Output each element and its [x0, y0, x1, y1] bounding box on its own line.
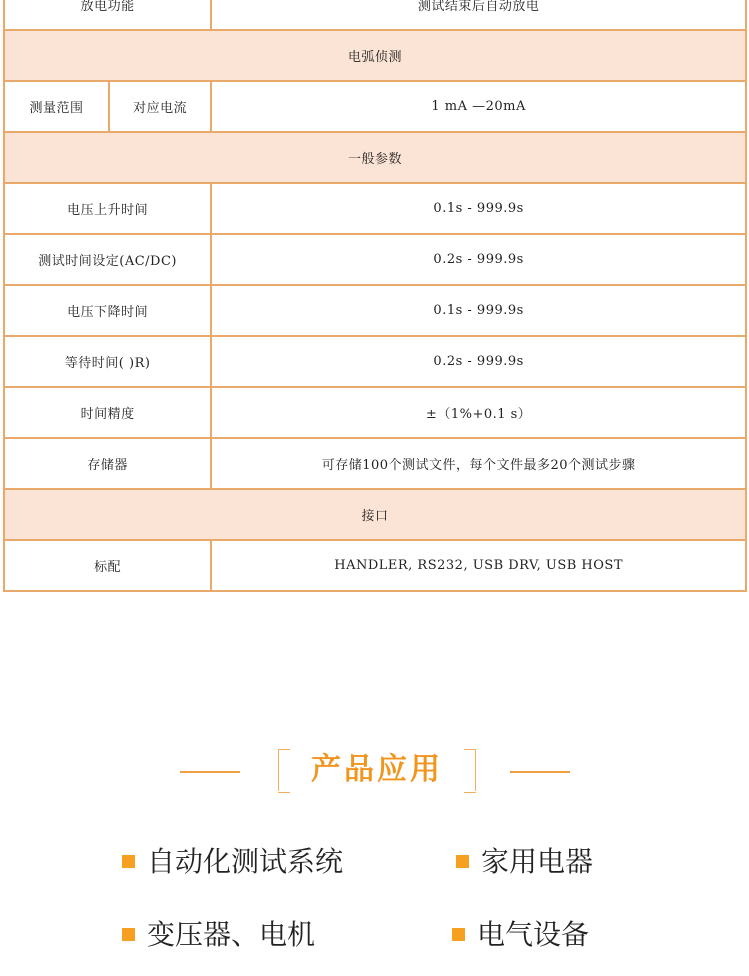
application-label: 家用电器	[481, 845, 594, 878]
section-header: 一般参数	[4, 132, 746, 183]
table-row	[4, 0, 746, 30]
spec-table	[3, 0, 747, 592]
row-value: 测试结束后自动放电	[211, 0, 746, 30]
title-frame	[278, 749, 476, 791]
table-row	[4, 285, 746, 336]
row-label: 放电功能	[4, 0, 211, 30]
table-row	[4, 336, 746, 387]
row-value: 0.2s - 999.9s	[211, 234, 746, 285]
application-item	[456, 842, 593, 882]
table-row	[4, 81, 746, 132]
row-sublabel: 对应电流	[109, 81, 211, 132]
row-label: 测量范围	[4, 81, 109, 132]
row-label: 等待时间( )R)	[4, 336, 211, 387]
application-item	[122, 842, 343, 882]
square-bullet-icon	[456, 855, 469, 868]
application-label: 变压器、电机	[147, 918, 316, 951]
row-label: 时间精度	[4, 387, 211, 438]
table-row	[4, 387, 746, 438]
table-row	[4, 540, 746, 591]
section-header: 接口	[4, 489, 746, 540]
table-row	[4, 183, 746, 234]
table-row	[4, 234, 746, 285]
square-bullet-icon	[452, 928, 465, 941]
application-item	[452, 915, 589, 955]
row-label: 电压上升时间	[4, 183, 211, 234]
row-value: HANDLER, RS232, USB DRV, USB HOST	[211, 540, 746, 591]
applications-title: 产品应用	[311, 752, 443, 787]
section-row	[4, 489, 746, 540]
square-bullet-icon	[122, 928, 135, 941]
title-line-left	[180, 771, 240, 773]
table-row	[4, 438, 746, 489]
applications-section	[0, 740, 749, 976]
row-value: 1 mA —20mA	[211, 81, 746, 132]
section-row	[4, 132, 746, 183]
row-value: 0.1s - 999.9s	[211, 183, 746, 234]
row-value: ±（1%+0.1 s）	[211, 387, 746, 438]
row-label: 测试时间设定(AC/DC)	[4, 234, 211, 285]
application-label: 电气设备	[477, 918, 590, 951]
title-line-right	[510, 771, 570, 773]
section-header: 电弧侦测	[4, 30, 746, 81]
row-value: 0.2s - 999.9s	[211, 336, 746, 387]
row-label: 存储器	[4, 438, 211, 489]
row-label: 电压下降时间	[4, 285, 211, 336]
section-row	[4, 30, 746, 81]
square-bullet-icon	[122, 855, 135, 868]
row-label: 标配	[4, 540, 211, 591]
row-value: 可存储100个测试文件，每个文件最多20个测试步骤	[211, 438, 746, 489]
application-label: 自动化测试系统	[147, 845, 344, 878]
row-value: 0.1s - 999.9s	[211, 285, 746, 336]
spec-table-body	[4, 0, 746, 591]
application-item	[122, 915, 315, 955]
